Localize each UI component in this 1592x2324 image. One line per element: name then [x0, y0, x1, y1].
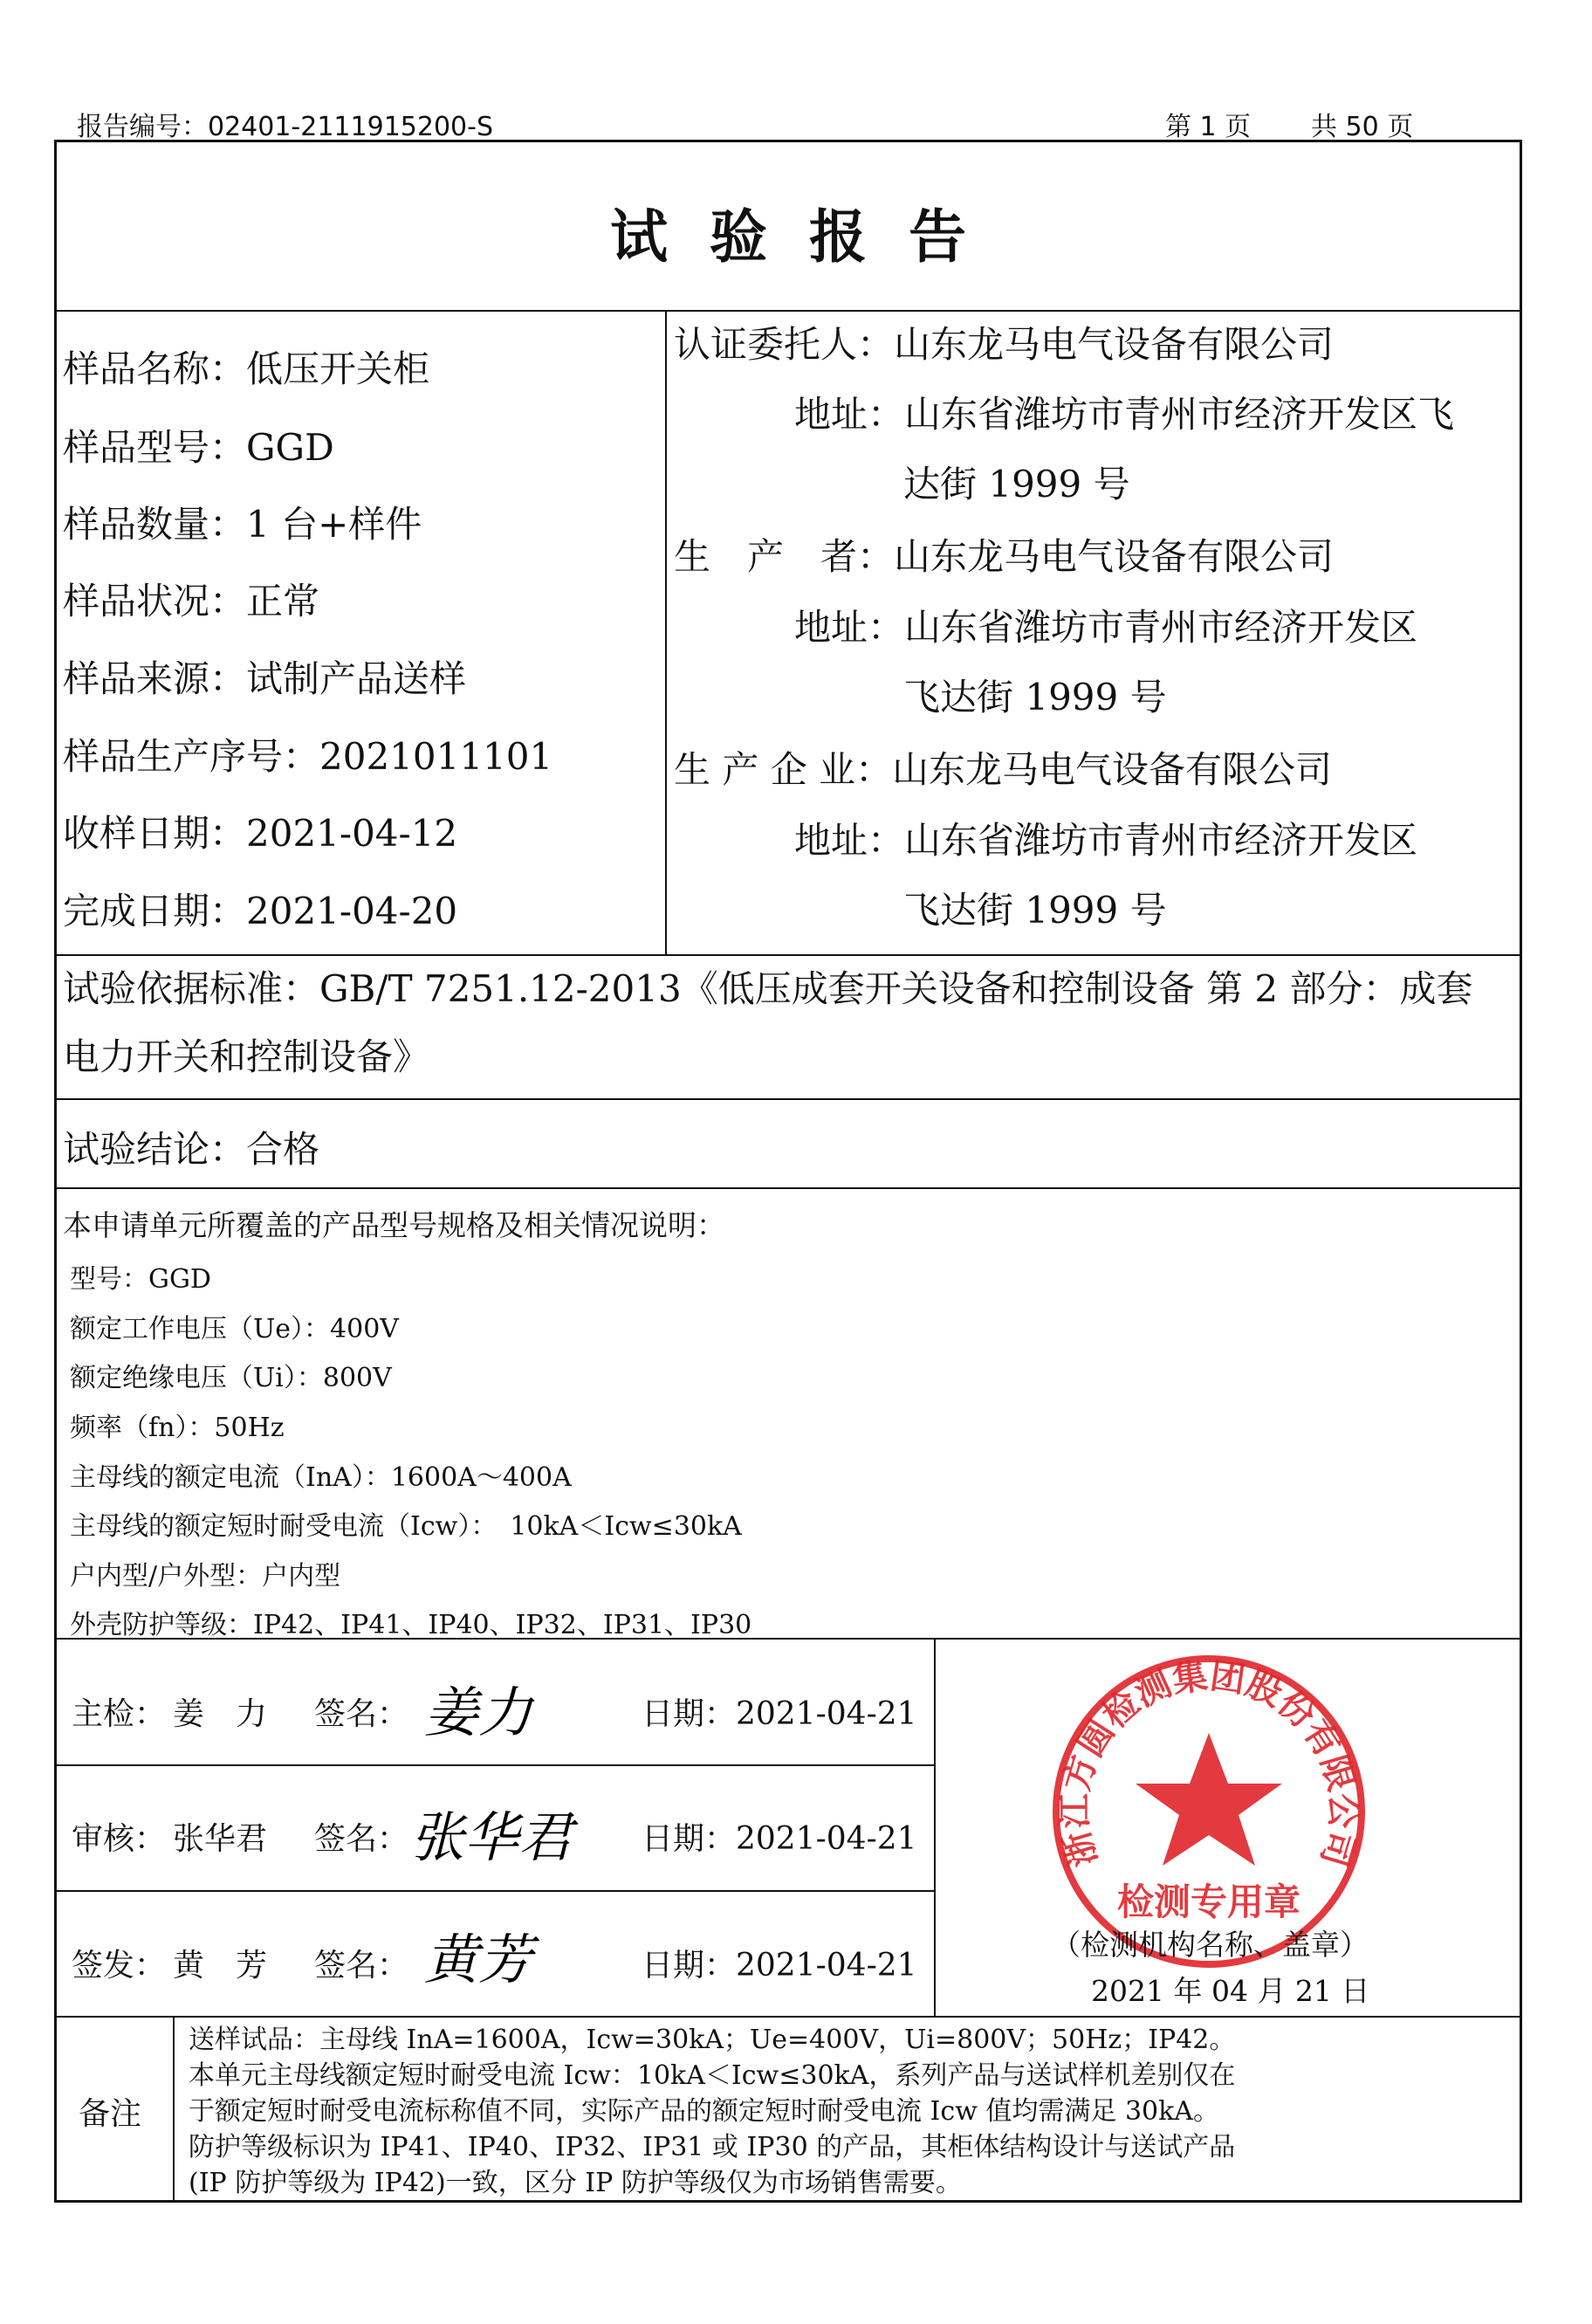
- entrust-address-cont: 达街 1999 号: [903, 463, 1130, 505]
- page-number: 第 1 页: [1165, 112, 1252, 142]
- factory: 生 产 企 业：山东龙马电气设备有限公司: [674, 748, 1333, 791]
- remark-line: 本单元主母线额定短时耐受电流 Icw：10kA＜Icw≤30kA，系列产品与送试样机差别仅在: [189, 2060, 1236, 2091]
- issuer-signature: 黄芳: [424, 1928, 533, 1991]
- issuer-name: 黄 芳: [173, 1948, 268, 1984]
- divider: [54, 1764, 934, 1766]
- sample-model: 样品型号：GGD: [63, 426, 334, 469]
- receive-date: 收样日期：2021-04-12: [63, 812, 458, 855]
- reviewer-role: 审核：: [72, 1821, 167, 1857]
- factory-address: 地址：山东省潍坊市青州市经济开发区: [794, 819, 1418, 862]
- sample-quantity: 样品数量：1 台+样件: [63, 503, 422, 546]
- seal-org-text: 浙江方圆检测集团股份有限公司: [1054, 1655, 1363, 1872]
- issuer-date: 日期：2021-04-21: [642, 1948, 917, 1984]
- seal-label: 检测专用章: [1116, 1881, 1301, 1923]
- description-line: 户内型/户外型：户内型: [70, 1561, 341, 1592]
- description-line: 额定绝缘电压（Ui）：800V: [70, 1363, 392, 1393]
- factory-address-cont: 飞达街 1999 号: [903, 889, 1167, 932]
- test-standard-cont: 电力开关和控制设备》: [63, 1035, 430, 1078]
- producer: 生 产 者：山东龙马电气设备有限公司: [674, 535, 1335, 578]
- sign-label: 签名：: [314, 1696, 409, 1732]
- reviewer-name: 张华君: [173, 1821, 268, 1857]
- divider: [54, 954, 1522, 956]
- remarks-label: 备注: [79, 2096, 142, 2132]
- star-icon: [1136, 1733, 1282, 1866]
- remark-line: (IP 防护等级为 IP42)一致，区分 IP 防护等级仅为市场销售需要。: [189, 2168, 962, 2198]
- remark-line: 于额定短时耐受电流标称值不同，实际产品的额定短时耐受电流 Icw 值均需满足 30kA。: [189, 2096, 1219, 2127]
- description-line: 主母线的额定短时耐受电流（Icw）： 10kA＜Icw≤30kA: [70, 1511, 742, 1542]
- divider: [934, 1638, 936, 2016]
- description-intro: 本申请单元所覆盖的产品型号规格及相关情况说明：: [63, 1208, 725, 1242]
- sign-label: 签名：: [314, 1948, 409, 1984]
- description-line: 外壳防护等级：IP42、IP41、IP40、IP32、IP31、IP30: [70, 1610, 752, 1640]
- divider: [665, 310, 667, 954]
- entrust-address: 地址：山东省潍坊市青州市经济开发区飞: [794, 393, 1455, 436]
- inspector-name: 姜 力: [173, 1696, 268, 1732]
- report-title: 试验报告: [610, 203, 1008, 271]
- description-line: 频率（fn）：50Hz: [70, 1413, 285, 1443]
- page-total: 共 50 页: [1311, 112, 1414, 142]
- producer-address: 地址：山东省潍坊市青州市经济开发区: [794, 606, 1418, 649]
- divider: [54, 1098, 1522, 1100]
- divider: [54, 1187, 1522, 1189]
- stamp-caption: （检测机构名称、盖章）: [1052, 1928, 1369, 1962]
- sample-serial: 样品生产序号：2021011101: [63, 735, 553, 778]
- divider: [54, 310, 1522, 312]
- report-number: 报告编号：02401-2111915200-S: [77, 112, 493, 142]
- sample-source: 样品来源：试制产品送样: [63, 657, 467, 700]
- inspector-role: 主检：: [72, 1696, 167, 1732]
- remark-line: 送样试品：主母线 InA=1600A，Icw=30kA；Ue=400V，Ui=800V；50Hz；IP42。: [189, 2025, 1236, 2055]
- producer-address-cont: 飞达街 1999 号: [903, 676, 1167, 719]
- divider: [54, 1890, 934, 1892]
- entrust-party: 认证委托人：山东龙马电气设备有限公司: [674, 323, 1335, 366]
- sample-name: 样品名称：低压开关柜: [63, 347, 430, 390]
- inspector-signature: 姜力: [424, 1681, 533, 1744]
- test-conclusion: 试验结论：合格: [63, 1128, 320, 1171]
- stamp-date: 2021 年 04 月 21 日: [1091, 1974, 1370, 2008]
- reviewer-signature: 张华君: [410, 1805, 573, 1869]
- test-standard: 试验依据标准：GB/T 7251.12-2013《低压成套开关设备和控制设备 第 2 部分：成套: [63, 967, 1473, 1010]
- divider: [173, 2016, 175, 2203]
- sample-status: 样品状况：正常: [63, 580, 320, 622]
- reviewer-date: 日期：2021-04-21: [642, 1821, 917, 1857]
- finish-date: 完成日期：2021-04-20: [63, 890, 458, 932]
- description-line: 额定工作电压（Ue）：400V: [70, 1314, 399, 1344]
- description-line: 型号：GGD: [70, 1264, 211, 1295]
- sign-label: 签名：: [314, 1821, 409, 1857]
- inspector-date: 日期：2021-04-21: [642, 1696, 917, 1732]
- remark-line: 防护等级标识为 IP41、IP40、IP32、IP31 或 IP30 的产品，其柜体结构设计与送试产品: [189, 2132, 1236, 2162]
- description-line: 主母线的额定电流（InA）：1600A～400A: [70, 1462, 572, 1493]
- issuer-role: 签发：: [72, 1948, 167, 1984]
